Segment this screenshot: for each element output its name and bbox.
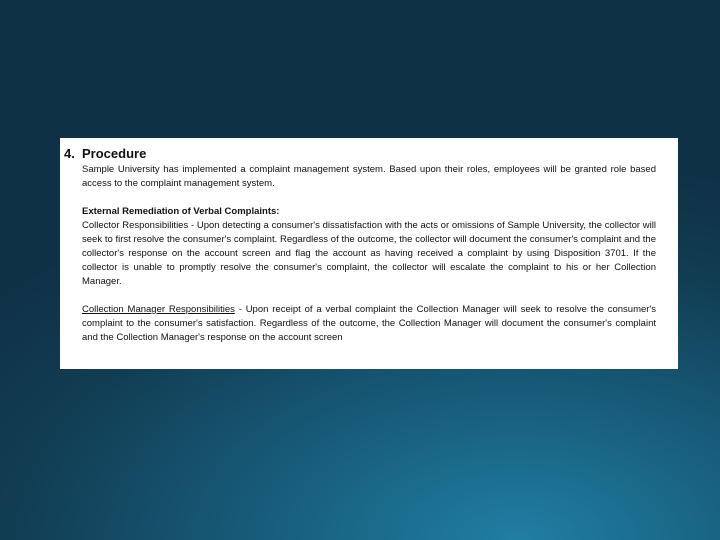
section-heading: [64, 146, 656, 162]
section-number: 4.: [64, 146, 75, 161]
collector-label: Collector Responsibilities: [82, 220, 189, 231]
document-excerpt: [60, 138, 678, 369]
section-body: [64, 163, 656, 345]
manager-text: - Upon receipt of a verbal complaint the Collection Manager will seek to resolve the consumer's complaint to the consumer's satisfaction. Regardless of the outcome, the Collection Manager will document the consumer's complaint and the Collection Manager's response on the account screen: [82, 304, 656, 343]
intro-paragraph: Sample University has implemented a complaint management system. Based upon their roles, employees will be granted role based access to the complaint management system.: [82, 164, 656, 189]
paragraph-spacer: [82, 289, 656, 303]
subsection-heading: External Remediation of Verbal Complaints:: [82, 206, 280, 217]
manager-paragraph: [82, 303, 656, 345]
collector-paragraph: [82, 219, 656, 289]
section-title: Procedure: [82, 146, 147, 161]
collector-text: - Upon detecting a consumer's dissatisfaction with the acts or omissions of Sample University, the collector will seek to first resolve the consumer's complaint. Regardless of the outcome, the collector will document the consumer's complaint and the collector's response on the account screen and flag the account as having received a complaint by using Disposition 3701. If the collector is unable to promptly resolve the consumer's complaint, the collector will escalate the complaint to his or her Collection Manager.: [82, 220, 656, 287]
paragraph-spacer: [82, 191, 656, 205]
manager-label: Collection Manager Responsibilities: [82, 304, 235, 315]
